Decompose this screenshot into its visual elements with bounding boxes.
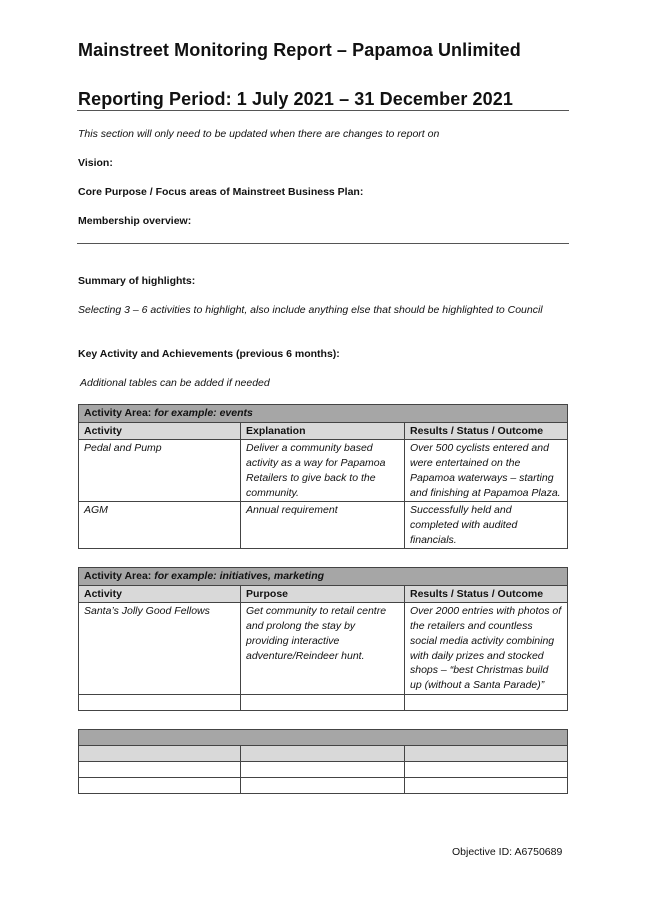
table-row [79,694,568,710]
column-header: Results / Status / Outcome [405,422,568,440]
table-header-row [79,422,568,440]
table-header-row [79,585,568,603]
key-activity-label: Key Activity and Achievements (previous 6 months): [78,348,340,360]
table-cell: Get community to retail centre and prolong the stay by providing interactive adventure/Reindeer hunt. [241,603,405,694]
table-cell: Over 500 cyclists entered and were entertained on the Papamoa waterways – starting and finishing at Papamoa Plaza. [405,440,568,502]
table-row [79,502,568,549]
table-row [79,603,568,694]
table-cell [79,694,241,710]
activity-area-example: for example: initiatives, marketing [154,570,325,582]
summary-note: Selecting 3 – 6 activities to highlight, also include anything else that should be highlighted to Council [78,304,543,316]
table-cell [405,694,568,710]
table-cell: Pedal and Pump [79,440,241,502]
table-row [79,778,568,794]
table-cell: Annual requirement [241,502,405,549]
activity-table-marketing [78,567,568,711]
table-cell [405,778,568,794]
column-header [405,746,568,762]
activity-table-blank [78,729,568,794]
table-cell: Successfully held and completed with audited financials. [405,502,568,549]
key-activity-note: Additional tables can be added if needed [80,377,270,389]
table-cell: Deliver a community based activity as a way for Papamoa Retailers to give back to the community. [241,440,405,502]
activity-area-cell [79,405,568,423]
table-cell [241,778,405,794]
activity-area-example: for example: events [154,407,253,419]
table-cell: Santa’s Jolly Good Fellows [79,603,241,694]
activity-area-cell [79,730,568,746]
column-header [241,746,405,762]
activity-area-label: Activity Area: [84,570,152,582]
column-header: Results / Status / Outcome [405,585,568,603]
objective-id: Objective ID: A6750689 [452,846,563,858]
activity-area-row [79,730,568,746]
table-header-row [79,746,568,762]
activity-table-events [78,404,568,549]
table-cell [405,762,568,778]
section-note: This section will only need to be updated when there are changes to report on [78,128,440,140]
table-row [79,762,568,778]
column-header [79,746,241,762]
table-cell [79,778,241,794]
activity-area-cell [79,568,568,586]
activity-area-row [79,568,568,586]
table-cell: AGM [79,502,241,549]
column-header: Activity [79,585,241,603]
table-cell [241,694,405,710]
heading-underline [77,110,569,111]
column-header: Activity [79,422,241,440]
section-divider [77,243,569,244]
activity-area-label: Activity Area: [84,407,152,419]
activity-area-row [79,405,568,423]
report-title: Mainstreet Monitoring Report – Papamoa Unlimited [78,40,521,60]
column-header: Purpose [241,585,405,603]
table-cell: Over 2000 entries with photos of the retailers and countless social media activity combining with daily prizes and stocked shops – “best Christmas build up (without a Santa Parade)” [405,603,568,694]
core-purpose-label: Core Purpose / Focus areas of Mainstreet Business Plan: [78,186,364,198]
reporting-period-heading: Reporting Period: 1 July 2021 – 31 December 2021 [78,89,513,109]
table-cell [241,762,405,778]
vision-label: Vision: [78,157,113,169]
table-cell [79,762,241,778]
membership-label: Membership overview: [78,215,192,227]
table-row [79,440,568,502]
column-header: Explanation [241,422,405,440]
summary-label: Summary of highlights: [78,275,196,287]
